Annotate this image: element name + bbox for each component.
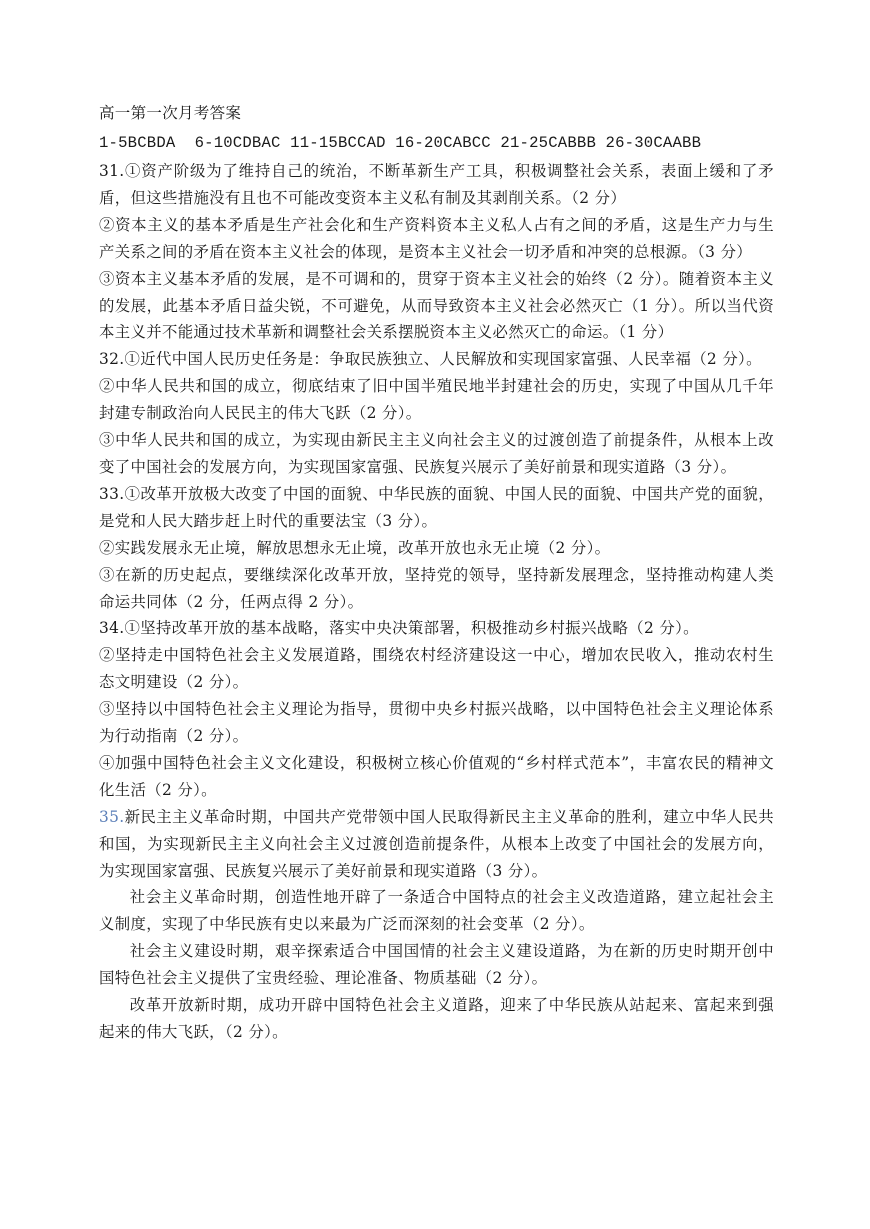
q31-point-3: ③资本主义基本矛盾的发展，是不可调和的，贯穿于资本主义社会的始终（2 分）。随着资本主义的发展，此基本矛盾日益尖锐，不可避免，从而导致资本主义社会必然灭亡（1 分）。所以当代资本主义并不能通过技术革新和调整社会关系摆脱资本主义必然灭亡的命运。（1 分）	[99, 269, 774, 342]
q33-point-3: ③在新的历史起点，要继续深化改革开放，坚持党的领导，坚持新发展理念，坚持推动构建人类命运共同体（2 分，任两点得 2 分）。	[99, 565, 774, 611]
q35-number: 35.	[99, 807, 125, 826]
q33-point-1: 33.①改革开放极大改变了中国的面貌、中华民族的面貌、中国人民的面貌、中国共产党的面貌，是党和人民大踏步赶上时代的重要法宝（3 分）。	[99, 484, 774, 530]
q34-point-3: ③坚持以中国特色社会主义理论为指导，贯彻中央乡村振兴战略，以中国特色社会主义理论体系为行动指南（2 分）。	[99, 700, 774, 746]
q31-point-1: 31.①资产阶级为了维持自己的统治，不断革新生产工具，积极调整社会关系，表面上缓和了矛盾，但这些措施没有且也不可能改变资本主义私有制及其剥削关系。（2 分）	[99, 162, 774, 207]
q34-point-2: ②坚持走中国特色社会主义发展道路，围绕农村经济建设这一中心，增加农民收入，推动农村生态文明建设（2 分）。	[99, 646, 774, 692]
q35-paragraph-4: 改革开放新时期，成功开辟中国特色社会主义道路，迎来了中华民族从站起来、富起来到强起来的伟大飞跃，（2 分）。	[99, 996, 774, 1041]
q32-point-3: ③中华人民共和国的成立，为实现由新民主主义向社会主义的过渡创造了前提条件，从根本上改变了中国社会的发展方向，为实现国家富强、民族复兴展示了美好前景和现实道路（3 分）。	[99, 431, 774, 476]
q35-paragraph-1-text: 新民主主义革命时期，中国共产党带领中国人民取得新民主主义革命的胜利，建立中华人民共和国，为实现新民主主义向社会主义过渡创造前提条件，从根本上改变了中国社会的发展方向，为实现国家富强、民族复兴展示了美好前景和现实道路（3 分）。	[99, 807, 774, 880]
q34-point-1: 34.①坚持改革开放的基本战略，落实中央决策部署，积极推动乡村振兴战略（2 分）。	[99, 619, 699, 638]
q32-point-1: 32.①近代中国人民历史任务是：争取民族独立、人民解放和实现国家富强、人民幸福（2 分）。	[99, 350, 762, 369]
q31-point-2: ②资本主义的基本矛盾是生产社会化和生产资料资本主义私人占有之间的矛盾，这是生产力与生产关系之间的矛盾在资本主义社会的体现，是资本主义社会一切矛盾和冲突的总根源。（3 分）	[99, 215, 774, 261]
q33-point-2: ②实践发展永无止境，解放思想永无止境，改革开放也永无止境（2 分）。	[99, 538, 611, 557]
q35-paragraph-2: 社会主义革命时期，创造性地开辟了一条适合中国特点的社会主义改造道路，建立起社会主义制度，实现了中华民族有史以来最为广泛而深刻的社会变革（2 分）。	[99, 888, 774, 934]
document-title: 高一第一次月考答案	[99, 104, 242, 122]
q32-point-2: ②中华人民共和国的成立，彻底结束了旧中国半殖民地半封建社会的历史，实现了中国从几千年封建专制政治向人民民主的伟大飞跃（2 分）。	[99, 377, 774, 423]
q35-paragraph-1	[99, 804, 774, 885]
q34-point-4: ④加强中国特色社会主义文化建设，积极树立核心价值观的“乡村样式范本”，丰富农民的精神文化生活（2 分）。	[99, 753, 774, 799]
q35-paragraph-3: 社会主义建设时期，艰辛探索适合中国国情的社会主义建设道路，为在新的历史时期开创中国特色社会主义提供了宝贵经验、理论准备、物质基础（2 分）。	[99, 942, 774, 988]
multiple-choice-answer-key: 1-5BCBDA 6-10CDBAC 11-15BCCAD 16-20CABCC 21-25CABBB 26-30CAABB	[99, 134, 702, 152]
